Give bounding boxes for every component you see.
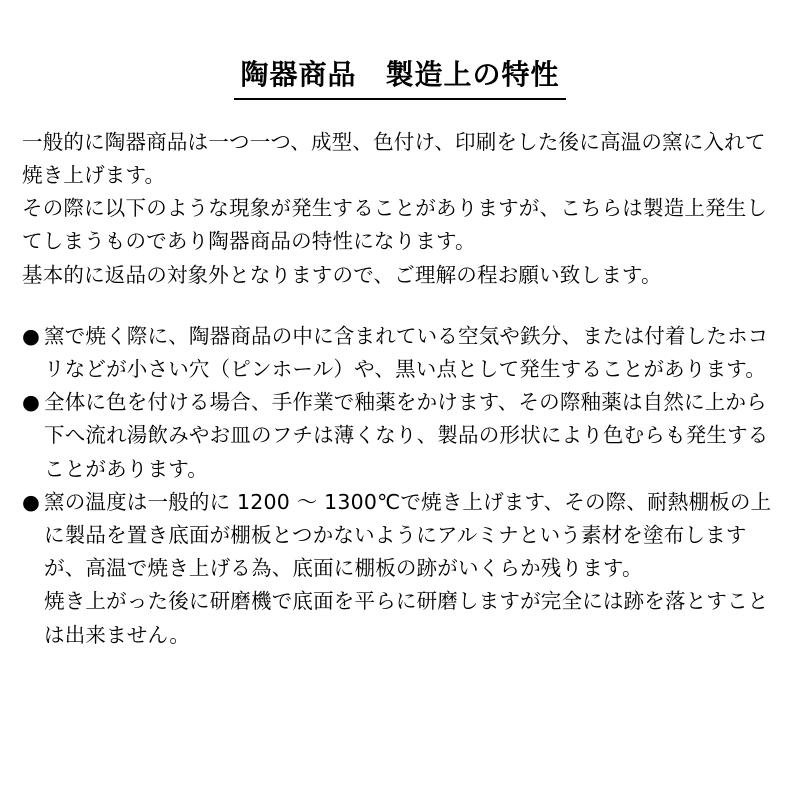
- list-item-text: 全体に色を付ける場合、手作業で釉薬をかけます、その際釉薬は自然に上から下へ流れ湯飲みやお皿のフチは薄くなり、製品の形状により色むらも発生することがあります。: [44, 390, 769, 481]
- characteristics-list: [22, 320, 778, 586]
- list-item: [22, 486, 778, 586]
- section-spacer: [22, 298, 778, 320]
- list-item-text: 窯の温度は一般的に 1200 ～ 1300℃で焼き上げます、その際、耐熱棚板の上に製品を置き底面が棚板とつかないようにアルミナという素材を塗布しますが、高温で焼き上げる為、底面に棚板の跡がいくらか残ります。: [44, 489, 772, 581]
- intro-paragraph-2: その際に以下のような現象が発生することがありますが、こちらは製造上発生してしまうものであり陶器商品の特性になります。: [22, 196, 768, 254]
- intro-paragraph-1: 一般的に陶器商品は一つ一つ、成型、色付け、印刷をした後に高温の窯に入れて焼き上げます。: [22, 129, 766, 187]
- bullet-marker-icon: ●: [22, 489, 41, 514]
- intro-block: [22, 126, 778, 292]
- list-item: [22, 386, 778, 486]
- bullet-marker-icon: ●: [22, 323, 41, 348]
- page-title: 陶器商品 製造上の特性: [234, 56, 565, 100]
- closing-paragraph: 焼き上がった後に研磨機で底面を平らに研磨しますが完全には跡を落とすことは出来ません。: [44, 589, 769, 647]
- page-title-container: [22, 56, 778, 100]
- list-item-text: 窯で焼く際に、陶器商品の中に含まれている空気や鉄分、または付着したホコリなどが小さい穴（ピンホール）や、黒い点として発生することがあります。: [44, 323, 769, 382]
- bullet-marker-icon: ●: [22, 390, 41, 415]
- intro-paragraph-3: 基本的に返品の対象外となりますので、ご理解の程お願い致します。: [22, 262, 662, 287]
- list-item: [22, 320, 778, 386]
